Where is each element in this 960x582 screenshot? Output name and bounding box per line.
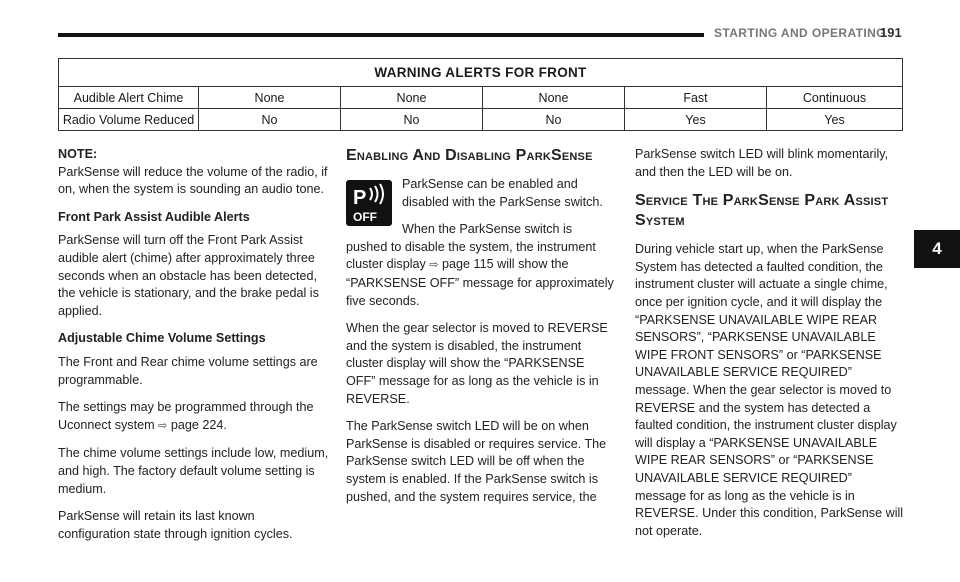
paragraph: ParkSense will retain its last known configuration state through ignition cycles. bbox=[58, 509, 293, 541]
section-title: STARTING AND OPERATING bbox=[714, 26, 886, 40]
column-right bbox=[635, 146, 905, 550]
paragraph-text: The settings may be programmed through the Uconnect system bbox=[58, 400, 314, 432]
table-cell: Audible Alert Chime bbox=[59, 87, 199, 109]
paragraph: During vehicle start up, when the ParkSense System has detected a faulted condition, the instrument cluster will actuate a single chime, once per ignition cycle, and it will display the “PARKSENSE UNAVAILABLE WIPE REAR SENSORS”, “PARKSENSE UNAVAILABLE WIPE FRONT SENSORS” or “PARKSENSE UNAVAILABLE SERVICE REQUIRED” message. When the gear selector is moved to REVERSE and the system has detected a faulted condition, the instrument cluster display will display a “PARKSENSE UNAVAILABLE WIPE REAR SENSORS” or “PARKSENSE UNAVAILABLE SERVICE REQUIRED” message for as long as the vehicle is in REVERSE. Under this condition, ParkSense will not operate. bbox=[635, 242, 904, 538]
page-reference-link[interactable]: page 115 bbox=[442, 257, 494, 272]
svg-text:P: P bbox=[353, 187, 367, 209]
heading-enabling-disabling: Enabling And Disabling ParkSense bbox=[346, 147, 593, 164]
svg-text:OFF: OFF bbox=[353, 210, 377, 224]
parksense-symbol bbox=[346, 180, 392, 226]
table-cell: Continuous bbox=[767, 87, 903, 109]
chapter-tab[interactable]: 4 bbox=[914, 230, 960, 268]
page-number: 191 bbox=[880, 25, 902, 40]
table-cell: No bbox=[199, 109, 341, 131]
table-cell: Radio Volume Reduced bbox=[59, 109, 199, 131]
page-reference-link[interactable]: page 224. bbox=[170, 417, 227, 432]
warning-alerts-table bbox=[58, 58, 903, 131]
paragraph: ParkSense switch LED will blink momentarily, and then the LED will be on. bbox=[635, 147, 889, 179]
table-cell: No bbox=[341, 109, 483, 131]
paragraph: ParkSense can be enabled and disabled with the ParkSense switch. bbox=[402, 177, 603, 209]
paragraph-text: When the ParkSense switch is pushed to disable the system, the instrument cluster display bbox=[346, 222, 596, 272]
paragraph bbox=[58, 399, 330, 435]
paragraph: The Front and Rear chime volume settings are programmable. bbox=[58, 354, 318, 387]
paragraph: When the gear selector is moved to REVERSE and the system is disabled, the instrument cluster display will show the “PARKSENSE OFF” message for as long as the vehicle is in REVERSE. bbox=[346, 321, 608, 406]
column-middle bbox=[346, 146, 616, 516]
paragraph: ParkSense will turn off the Front Park Assist audible alert (chime) after approximately three seconds when an obstacle has been detected, the vehicle is stationary, and the brake pedal is applied. bbox=[58, 233, 319, 318]
table-cell: None bbox=[483, 87, 625, 109]
heading-chime-volume: Adjustable Chime Volume Settings bbox=[58, 331, 266, 346]
table-title: WARNING ALERTS FOR FRONT bbox=[59, 59, 903, 87]
note-label: NOTE: bbox=[58, 147, 98, 161]
table-cell: Fast bbox=[625, 87, 767, 109]
column-left bbox=[58, 146, 330, 553]
table-cell: None bbox=[199, 87, 341, 109]
paragraph bbox=[346, 221, 616, 310]
table-row bbox=[59, 109, 903, 131]
paragraph: The ParkSense switch LED will be on when ParkSense is disabled or requires service. The ParkSense switch LED will be off when the system is enabled. If the ParkSense switch is pushed, and the system requires service, the bbox=[346, 419, 607, 504]
arrow-right-icon: ⇨ bbox=[158, 419, 168, 432]
table-cell: Yes bbox=[767, 109, 903, 131]
paragraph-text: will show the “PARKSENSE OFF” message for approximately five seconds. bbox=[346, 257, 614, 308]
heading-front-park-assist: Front Park Assist Audible Alerts bbox=[58, 209, 250, 224]
table-cell: Yes bbox=[625, 109, 767, 131]
header-rule bbox=[58, 33, 704, 37]
table-cell: None bbox=[341, 87, 483, 109]
parksense-off-icon bbox=[346, 180, 392, 226]
paragraph: The chime volume settings include low, medium, and high. The factory default volume setting is medium. bbox=[58, 446, 329, 496]
note bbox=[58, 146, 330, 199]
heading-service-parksense: Service The ParkSense Park Assist System bbox=[635, 192, 889, 230]
table-cell: No bbox=[483, 109, 625, 131]
note-text: ParkSense will reduce the volume of the radio, if on, when the system is sounding an audio tone. bbox=[58, 164, 328, 197]
table-row bbox=[59, 87, 903, 109]
arrow-right-icon: ⇨ bbox=[429, 259, 439, 272]
